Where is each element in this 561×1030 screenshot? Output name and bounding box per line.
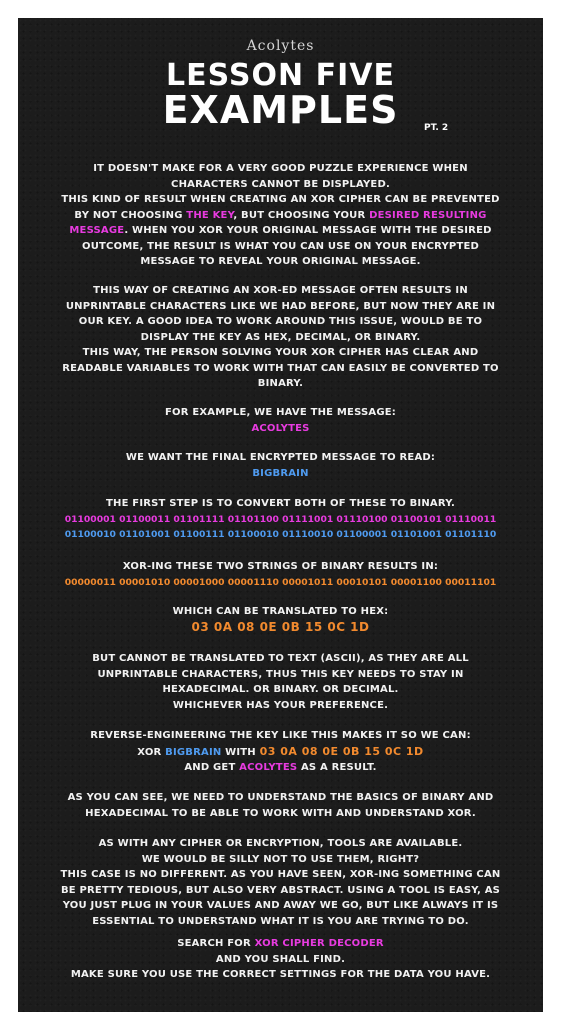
title-examples: EXAMPLES: [162, 88, 399, 132]
text-line: MESSAGE TO REVEAL YOUR ORIGINAL MESSAGE.: [140, 256, 421, 267]
paragraph-binary: [18, 496, 543, 543]
paragraph-encrypted: [18, 450, 543, 481]
text-line: HEXADECIMAL. OR BINARY. OR DECIMAL.: [162, 684, 399, 695]
word-acolytes: ACOLYTES: [251, 422, 310, 434]
word-bigbrain: BIGBRAIN: [165, 746, 222, 758]
text-line: [18, 936, 543, 952]
text-line: [18, 208, 543, 224]
paragraph-basics: [18, 790, 543, 821]
lesson-card: [18, 18, 543, 1012]
hex-key: 03 0A 08 0E 0B 15 0C 1D: [259, 744, 424, 758]
text-line: THE FIRST STEP IS TO CONVERT BOTH OF THESE TO BINARY.: [105, 498, 455, 509]
paragraph-intro: [18, 161, 543, 270]
text-line: BUT CANNOT BE TRANSLATED TO TEXT (ASCII), AS THEY ARE ALL: [92, 653, 469, 664]
text-line: THIS CASE IS NO DIFFERENT. AS YOU HAVE SEEN, XOR-ING SOMETHING CAN: [60, 869, 501, 880]
paragraph-search: [18, 936, 543, 983]
highlight-message: MESSAGE: [69, 225, 125, 236]
text-line: [18, 760, 543, 776]
paragraph-hex: [18, 604, 543, 635]
text-line: OUR KEY. A GOOD IDEA TO WORK AROUND THIS ISSUE, WOULD BE TO: [78, 316, 483, 327]
text-line: AS YOU CAN SEE, WE NEED TO UNDERSTAND THE BASICS OF BINARY AND: [67, 792, 494, 803]
text-segment: . WHEN YOU XOR YOUR ORIGINAL MESSAGE WITH THE DESIRED: [124, 225, 492, 236]
text-line: FOR EXAMPLE, WE HAVE THE MESSAGE:: [165, 407, 396, 418]
text-segment: XOR: [137, 746, 166, 758]
paragraph-tools: [18, 836, 543, 929]
paragraph-xor-result: [18, 559, 543, 590]
highlight-xor-decoder: XOR CIPHER DECODER: [254, 938, 384, 949]
paragraph-message: [18, 405, 543, 436]
text-line: AS WITH ANY CIPHER OR ENCRYPTION, TOOLS ARE AVAILABLE.: [98, 838, 463, 849]
text-line: AND YOU SHALL FIND.: [215, 953, 346, 965]
hex-key: 03 0A 08 0E 0B 15 0C 1D: [191, 619, 370, 634]
highlight-the-key: THE KEY: [186, 209, 234, 221]
text-line: UNPRINTABLE CHARACTERS LIKE WE HAD BEFORE, BUT NOW THEY ARE IN: [65, 300, 496, 312]
paragraph-reverse: [18, 728, 543, 776]
text-line: READABLE VARIABLES TO WORK WITH THAT CAN EASILY BE CONVERTED TO: [62, 362, 499, 374]
text-line: [18, 744, 543, 761]
text-line: BINARY.: [257, 378, 304, 389]
brand-logo: Acolytes: [246, 38, 315, 54]
text-line: WHICHEVER HAS YOUR PREFERENCE.: [172, 699, 389, 711]
text-line: THIS WAY OF CREATING AN XOR-ED MESSAGE OFTEN RESULTS IN: [93, 285, 468, 296]
text-line: YOU JUST PLUG IN YOUR VALUES AND AWAY WE GO, BUT LIKE ALWAYS IT IS: [62, 900, 499, 911]
text-segment: SEARCH FOR: [177, 938, 255, 949]
text-line: DISPLAY THE KEY AS HEX, DECIMAL, OR BINARY.: [140, 331, 421, 343]
text-line: XOR-ING THESE TWO STRINGS OF BINARY RESULTS IN:: [122, 561, 439, 572]
binary-acolytes: 01100001 01100011 01101111 01101100 01111001 01110100 01100101 01110011: [64, 513, 497, 525]
text-line: ESSENTIAL TO UNDERSTAND WHAT IT IS YOU ARE TRYING TO DO.: [92, 915, 469, 927]
text-line: HEXADECIMAL TO BE ABLE TO WORK WITH AND UNDERSTAND XOR.: [85, 807, 476, 819]
highlight-desired-result: DESIRED RESULTING: [369, 209, 487, 221]
text-line: THIS WAY, THE PERSON SOLVING YOUR XOR CIPHER HAS CLEAR AND: [82, 347, 479, 358]
word-bigbrain: BIGBRAIN: [252, 467, 309, 479]
text-line: REVERSE-ENGINEERING THE KEY LIKE THIS MAKES IT SO WE CAN:: [90, 730, 471, 741]
text-line: [18, 223, 543, 239]
text-line: BE PRETTY TEDIOUS, BUT ALSO VERY ABSTRACT. USING A TOOL IS EASY, AS: [60, 884, 501, 896]
text-segment: BY NOT CHOOSING: [74, 209, 187, 221]
text-segment: , BUT CHOOSING YOUR: [233, 209, 370, 221]
text-line: OUTCOME, THE RESULT IS WHAT YOU CAN USE ON YOUR ENCRYPTED: [82, 240, 479, 252]
text-line: CHARACTERS CANNOT BE DISPLAYED.: [171, 178, 390, 190]
text-line: WE WANT THE FINAL ENCRYPTED MESSAGE TO READ:: [125, 452, 436, 463]
paragraph-unprintable: [18, 283, 543, 392]
part-label: PT. 2: [424, 123, 449, 133]
text-line: UNPRINTABLE CHARACTERS, THUS THIS KEY NEEDS TO STAY IN: [97, 668, 464, 680]
paragraph-ascii: [18, 651, 543, 713]
text-line: THIS KIND OF RESULT WHEN CREATING AN XOR CIPHER CAN BE PREVENTED: [61, 194, 500, 205]
text-line: WE WOULD BE SILLY NOT TO USE THEM, RIGHT?: [141, 853, 420, 865]
text-segment: AS A RESULT.: [297, 762, 377, 773]
binary-key: 00000011 00001010 00001000 00001110 00001011 00010101 00001100 00011101: [64, 576, 497, 588]
word-acolytes: ACOLYTES: [239, 762, 298, 773]
text-line: MAKE SURE YOU USE THE CORRECT SETTINGS FOR THE DATA YOU HAVE.: [70, 969, 491, 980]
text-segment: WITH: [221, 746, 260, 758]
text-segment: AND GET: [184, 762, 240, 773]
binary-bigbrain: 01100010 01101001 01100111 01100010 01110010 01100001 01101001 01101110: [64, 529, 497, 540]
text-line: IT DOESN'T MAKE FOR A VERY GOOD PUZZLE EXPERIENCE WHEN: [93, 163, 468, 174]
text-line: WHICH CAN BE TRANSLATED TO HEX:: [172, 606, 389, 617]
title-lesson: LESSON FIVE: [166, 58, 395, 93]
